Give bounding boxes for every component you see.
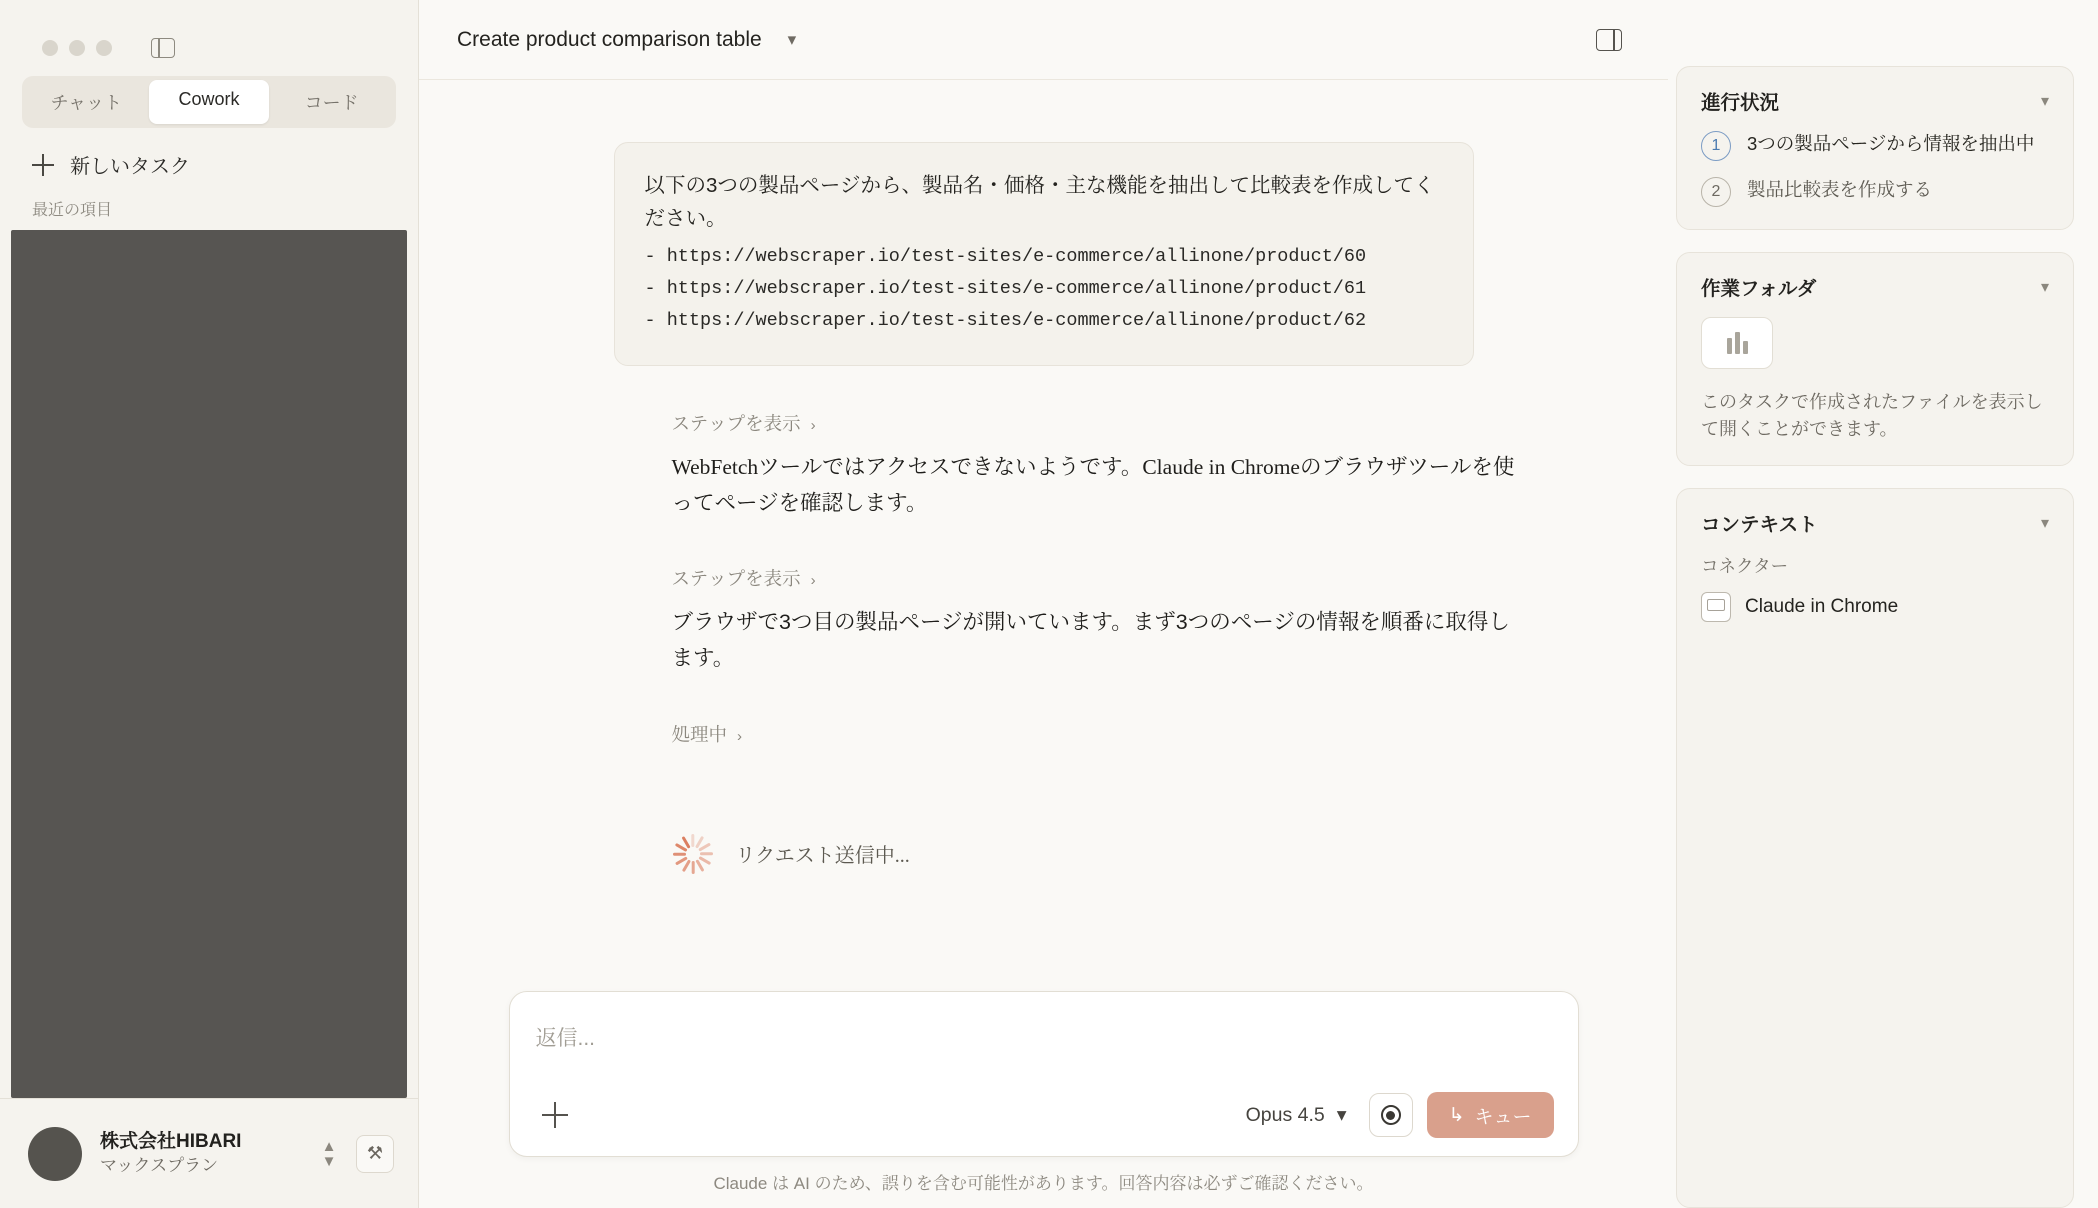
- folder-icon: [1727, 332, 1748, 354]
- close-window-button[interactable]: [42, 40, 58, 56]
- workfolder-card: [1676, 252, 2074, 466]
- composer-toolbar: [536, 1092, 1554, 1138]
- show-steps-label: ステップを表示: [671, 412, 801, 434]
- assistant-message-text: ブラウザで3つ目の製品ページが開いています。まず3つのページの情報を順番に取得します。: [671, 610, 1510, 670]
- connector-label: Claude in Chrome: [1745, 596, 1899, 617]
- record-icon: [1381, 1105, 1401, 1125]
- plus-icon: [32, 154, 54, 176]
- avatar: [28, 1127, 82, 1181]
- progress-card: [1676, 66, 2074, 230]
- context-title: コンテキスト: [1701, 514, 1818, 536]
- user-message-url: - https://webscraper.io/test-sites/e-commerce/allinone/product/62: [644, 310, 1367, 332]
- processing-label: 処理中: [671, 723, 728, 745]
- minimize-window-button[interactable]: [69, 40, 85, 56]
- account-section[interactable]: [0, 1098, 418, 1208]
- right-rail: [1668, 0, 2098, 1208]
- tab-chat[interactable]: チャット: [50, 93, 123, 113]
- context-card-header[interactable]: [1701, 509, 2049, 537]
- workfolder-card-header[interactable]: [1701, 273, 2049, 301]
- account-info: [100, 1130, 302, 1177]
- reply-input[interactable]: 返信...: [535, 1027, 596, 1050]
- progress-item: [1701, 177, 2049, 207]
- topbar: [419, 0, 1668, 80]
- new-task-button[interactable]: [0, 128, 418, 189]
- sidebar-toggle-icon[interactable]: [151, 38, 175, 58]
- chevron-down-icon[interactable]: ▾: [2040, 279, 2049, 296]
- chevron-down-icon[interactable]: ▾: [2040, 515, 2049, 532]
- chevron-down-icon[interactable]: ▾: [787, 29, 797, 49]
- user-message-url: - https://webscraper.io/test-sites/e-commerce/allinone/product/61: [644, 278, 1367, 300]
- progress-item: [1701, 131, 2049, 161]
- user-message: [614, 142, 1474, 366]
- context-card: [1676, 488, 2074, 1208]
- assistant-messages: [564, 366, 1524, 875]
- progress-title: 進行状況: [1701, 92, 1780, 114]
- progress-step-label: 3つの製品ページから情報を抽出中: [1747, 133, 2035, 154]
- account-name: 株式会社HIBARI: [100, 1131, 242, 1153]
- window-controls: [0, 0, 418, 62]
- assistant-message-text: WebFetchツールではアクセスできないようです。Claude in Chromeのブラウザツールを使ってページを確認します。: [671, 454, 1515, 515]
- workfolder-title: 作業フォルダ: [1701, 278, 1817, 300]
- user-message-url: - https://webscraper.io/test-sites/e-commerce/allinone/product/60: [644, 246, 1367, 268]
- progress-card-header[interactable]: [1701, 87, 2049, 115]
- tab-cowork[interactable]: Cowork: [149, 80, 270, 124]
- user-message-text: 以下の3つの製品ページから、製品名・価格・主な機能を抽出して比較表を作成してください。: [644, 174, 1435, 231]
- progress-step-number: 1: [1701, 131, 1731, 161]
- account-plan: マックスプラン: [100, 1155, 219, 1175]
- chevron-right-icon: ›: [810, 416, 816, 434]
- browser-icon: [1701, 592, 1731, 622]
- mode-switcher: [0, 62, 418, 128]
- show-steps-toggle[interactable]: [672, 565, 816, 591]
- plus-icon[interactable]: [542, 1102, 568, 1128]
- show-steps-toggle[interactable]: [672, 410, 816, 436]
- open-folder-button[interactable]: [1701, 317, 1773, 369]
- queue-label: キュー: [1474, 1106, 1532, 1128]
- connector-item[interactable]: [1701, 592, 2049, 622]
- enter-arrow-icon: ↳: [1448, 1104, 1465, 1126]
- chevron-right-icon: ›: [810, 572, 816, 590]
- right-panel-toggle-icon[interactable]: [1596, 29, 1622, 51]
- connector-heading: コネクター: [1701, 556, 1789, 576]
- chevron-right-icon: ›: [737, 727, 743, 745]
- composer: [509, 991, 1579, 1157]
- model-name: Opus 4.5: [1245, 1103, 1325, 1126]
- recent-items-panel[interactable]: [11, 230, 407, 1098]
- loading-spinner-icon: [672, 833, 714, 875]
- recent-items-heading: 最近の項目: [32, 202, 113, 219]
- conversation-area: [419, 80, 1668, 991]
- composer-wrapper: [419, 991, 1668, 1169]
- record-button[interactable]: [1369, 1093, 1413, 1137]
- chevron-down-icon[interactable]: ▾: [2040, 93, 2049, 110]
- status-row: [672, 833, 1524, 875]
- disclaimer-text: Claude は AI のため、誤りを含む可能性があります。回答内容は必ずご確認ください。: [713, 1174, 1374, 1193]
- queue-button[interactable]: [1427, 1092, 1554, 1138]
- progress-step-label: 製品比較表を作成する: [1747, 179, 1933, 200]
- model-selector[interactable]: [1246, 1103, 1347, 1127]
- status-text: リクエスト送信中...: [735, 845, 910, 868]
- tab-code[interactable]: コード: [304, 93, 359, 113]
- show-steps-label: ステップを表示: [671, 568, 801, 590]
- chevron-down-icon: ▾: [1336, 1104, 1347, 1126]
- workfolder-note: このタスクで作成されたファイルを表示して開くことができます。: [1701, 392, 2043, 439]
- maximize-window-button[interactable]: [96, 40, 112, 56]
- main-panel: [419, 0, 1668, 1208]
- sidebar: [0, 0, 419, 1208]
- page-title: Create product comparison table: [457, 27, 762, 51]
- bug-icon[interactable]: ⚒: [356, 1135, 394, 1173]
- chevron-updown-icon[interactable]: ▲ ▼: [321, 1137, 337, 1170]
- processing-toggle[interactable]: [672, 721, 743, 747]
- progress-step-number: 2: [1701, 177, 1731, 207]
- new-task-label: 新しいタスク: [70, 156, 190, 178]
